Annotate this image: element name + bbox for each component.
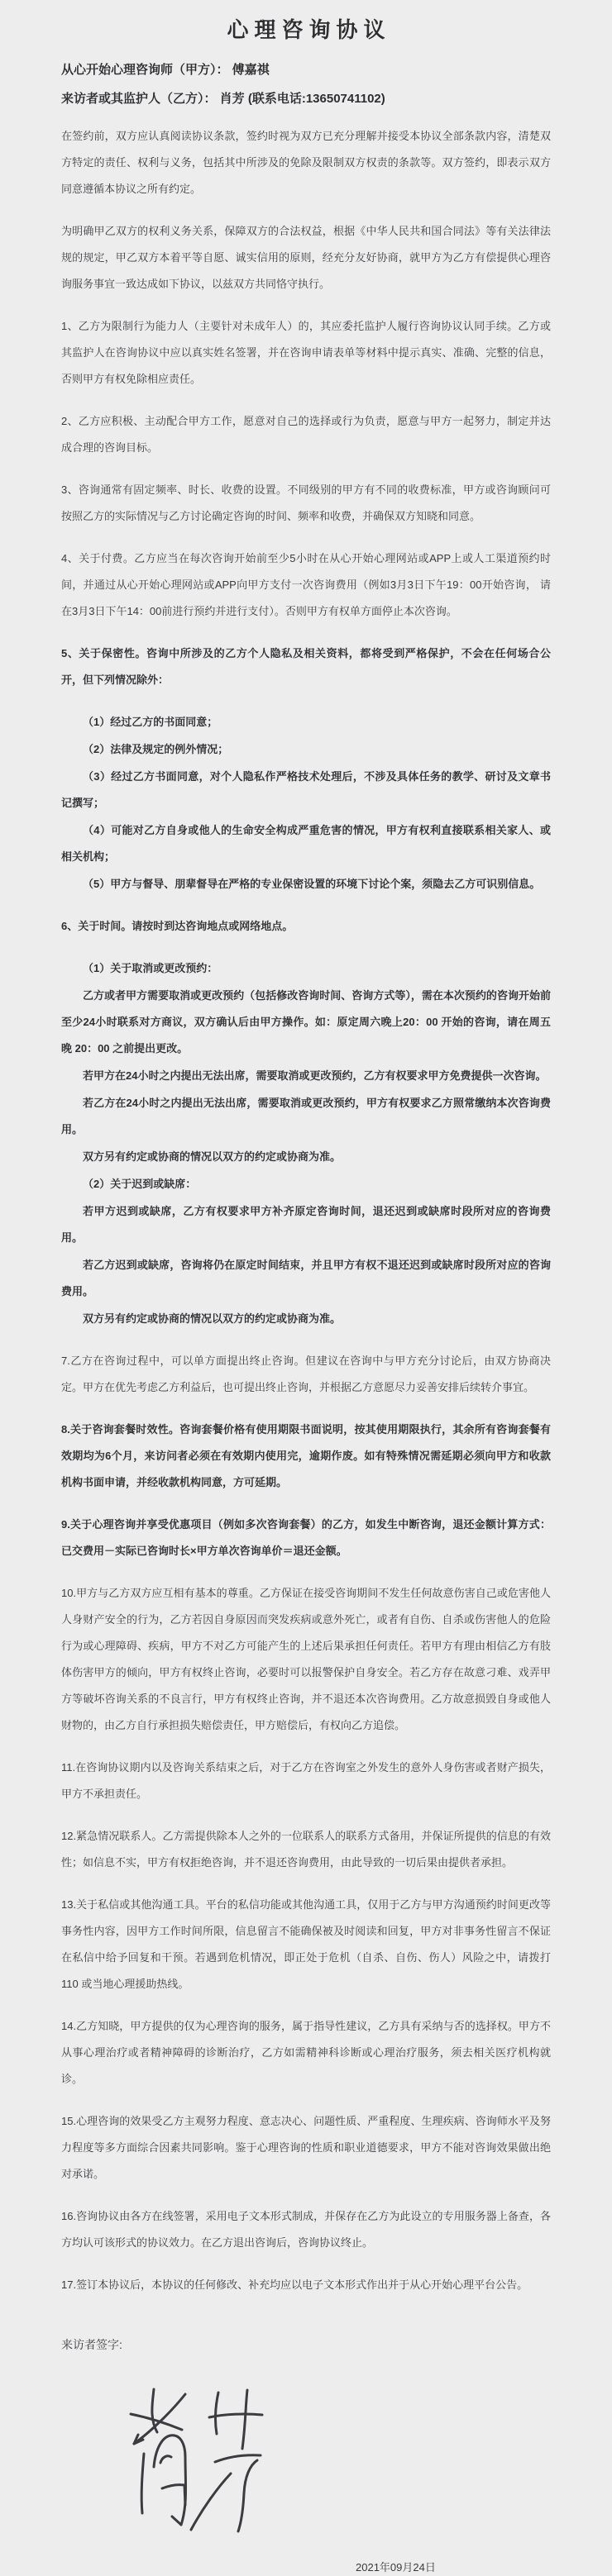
handwritten-signature xyxy=(121,2363,294,2545)
agreement-paragraph: 9.关于心理咨询并享受优惠项目（例如多次咨询套餐）的乙方，如发生中断咨询，退还金额计算方式：已交费用－实际已咨询时长×甲方单次咨询单价＝退还金额。 xyxy=(61,1518,551,1557)
agreement-paragraph: （4）可能对乙方自身或他人的生命安全构成严重危害的情况，甲方有权利直接联系相关家人、或相关机构； xyxy=(61,824,551,863)
agreement-paragraph: （5）甲方与督导、朋辈督导在严格的专业保密设置的环境下讨论个案，须隐去乙方可识别信息。 xyxy=(83,878,541,890)
agreement-paragraph: （1）关于取消或更改预约： xyxy=(83,962,218,974)
paragraph-list xyxy=(61,123,551,2298)
agreement-paragraph: 17.签订本协议后，本协议的任何修改、补充均应以电子文本形式作出并于从心开始心理平台公告。 xyxy=(61,2278,528,2291)
agreement-paragraph: 15.心理咨询的效果受乙方主观努力程度、意志决心、问题性质、严重程度、生理疾病、咨询师水平及努力程度等多方面综合因素共同影响。鉴于心理咨询的性质和职业道德要求，甲方不能对咨询效果做出绝对承诺。 xyxy=(61,2115,551,2180)
agreement-paragraph: 6、关于时间。请按时到达咨询地点或网络地点。 xyxy=(61,920,294,932)
agreement-paragraph: 3、咨询通常有固定频率、时长、收费的设置。不同级别的甲方有不同的收费标准，甲方或咨询顾问可按照乙方的实际情况与乙方讨论确定咨询的时间、频率和收费，并确保双方知晓和同意。 xyxy=(61,483,551,522)
agreement-paragraph: 双方另有约定或协商的情况以双方的约定或协商为准。 xyxy=(83,1150,342,1163)
agreement-paragraph: 若甲方在24小时之内提出无法出席，需要取消或更改预约，乙方有权要求甲方免费提供一次咨询。 xyxy=(83,1069,547,1082)
agreement-paragraph: 8.关于咨询套餐时效性。咨询套餐价格有使用期限书面说明，按其使用期限执行，其余所有咨询套餐有效期均为6个月，来访问者必须在有效期内使用完，逾期作废。如有特殊情况需延期必须向甲方和收款机构书面申请，并经收款机构同意，方可延期。 xyxy=(61,1423,551,1488)
agreement-paragraph: 为明确甲乙双方的权利义务关系，保障双方的合法权益，根据《中华人民共和国合同法》等有关法律法规的规定，甲乙双方本着平等自愿、诚实信用的原则，经充分友好协商，就甲方为乙方有偿提供心理咨询服务事宜一致达成如下协议，以兹双方共同恪守执行。 xyxy=(61,225,551,290)
agreement-paragraph: 若甲方迟到或缺席，乙方有权要求甲方补齐原定咨询时间，退还迟到或缺席时段所对应的咨询费用。 xyxy=(61,1205,551,1244)
agreement-paragraph: 5、关于保密性。咨询中所涉及的乙方个人隐私及相关资料，都将受到严格保护，不会在任何场合公开，但下列情况除外： xyxy=(61,647,551,686)
agreement-paragraph: 2、乙方应积极、主动配合甲方工作，愿意对自己的选择或行为负责，愿意与甲方一起努力，制定并达成合理的咨询目标。 xyxy=(61,415,551,454)
agreement-paragraph: 乙方或者甲方需要取消或更改预约（包括修改咨询时间、咨询方式等），需在本次预约的咨询开始前至少24小时联系对方商议，双方确认后由甲方操作。如：原定周六晚上20：00 开始的咨询，请在周五晚 20：00 之前提出更改。 xyxy=(61,989,551,1055)
agreement-paragraph: 7.乙方在咨询过程中，可以单方面提出终止咨询。但建议在咨询中与甲方充分讨论后，由双方协商决定。甲方在优先考虑乙方利益后，也可提出终止咨询，并根据乙方意愿尽力妥善安排后续转介事宜。 xyxy=(61,1355,551,1393)
agreement-paragraph: 13.关于私信或其他沟通工具。平台的私信功能或其他沟通工具，仅用于乙方与甲方沟通预约时间更改等事务性内容，因甲方工作时间所限，信息留言不能确保被及时阅读和回复，甲方对非事务性留言不保证在私信中给予回复和干预。若遇到危机情况，即正处于危机（自杀、自伤、伤人）风险之中，请拨打 110 或当地心理援助热线。 xyxy=(61,1898,551,1990)
agreement-paragraph: 11.在咨询协议期内以及咨询关系结束之后，对于乙方在咨询室之外发生的意外人身伤害或者财产损失，甲方不承担责任。 xyxy=(61,1761,551,1800)
agreement-paragraph: 14.乙方知晓，甲方提供的仅为心理咨询的服务，属于指导性建议，乙方具有采纳与否的选择权。甲方不从事心理治疗或者精神障碍的诊断治疗，乙方如需精神科诊断或心理治疗服务，须去相关医疗机构就诊。 xyxy=(61,2020,551,2085)
page-title: 心理咨询协议 xyxy=(227,17,391,42)
signing-date: 2021年09月24日 xyxy=(356,2561,436,2574)
agreement-paragraph: 10.甲方与乙方双方应互相有基本的尊重。乙方保证在接受咨询期间不发生任何故意伤害自己或危害他人人身财产安全的行为，乙方若因自身原因而突发疾病或意外死亡，或者有自伤、自杀或伤害他人的危险行为或心理障碍、疾病，甲方不对乙方可能产生的上述后果承担任何责任。若甲方有理由相信乙方有肢体伤害甲方的倾向，甲方有权终止咨询，必要时可以报警保护自身安全。若乙方存在故意刁难、戏弄甲方等破坏咨询关系的不良言行，甲方有权终止咨询，并不退还本次咨询费用。乙方故意损毁自身或他人财物的，由乙方自行承担损失赔偿责任，甲方赔偿后，有权向乙方追偿。 xyxy=(61,1587,551,1731)
agreement-paragraph: 16.咨询协议由各方在线签署，采用电子文本形式制成，并保存在乙方为此设立的专用服务器上备查，各方均认可该形式的协议效力。在乙方退出咨询后，咨询协议终止。 xyxy=(61,2210,551,2249)
party-b-line: 来访者或其监护人（乙方）： 肖芳 (联系电话:13650741102) xyxy=(61,92,385,106)
agreement-paragraph: 4、关于付费。乙方应当在每次咨询开始前至少5小时在从心开始心理网站或APP上或人工渠道预约时间，并通过从心开始心理网站或APP向甲方支付一次咨询费用（例如3月3日下午19：00开始咨询， 请在3月3日下午14：00前进行预约并进行支付）。否则甲方有权单方面停止本次咨询。 xyxy=(61,552,551,617)
agreement-paragraph: 若乙方在24小时之内提出无法出席，需要取消或更改预约，甲方有权要求乙方照常缴纳本次咨询费用。 xyxy=(61,1097,551,1136)
agreement-paragraph: 12.紧急情况联系人。乙方需提供除本人之外的一位联系人的联系方式备用，并保证所提供的信息的有效性；如信息不实，甲方有权拒绝咨询，并不退还咨询费用，由此导致的一切后果由提供者承担。 xyxy=(61,1830,551,1869)
agreement-paragraph: 在签约前，双方应认真阅读协议条款，签约时视为双方已充分理解并接受本协议全部条款内容，清楚双方特定的责任、权利与义务，包括其中所涉及的免除及限制双方权责的条款等。双方签约，即表示双方同意遵循本协议之所有约定。 xyxy=(61,130,551,195)
agreement-paragraph: （1）经过乙方的书面同意； xyxy=(83,716,218,728)
party-a-line: 从心开始心理咨询师（甲方）： 傅嘉祺 xyxy=(61,63,270,77)
agreement-paragraph: 双方另有约定或协商的情况以双方的约定或协商为准。 xyxy=(83,1312,342,1325)
agreement-paragraph: （2）关于迟到或缺席： xyxy=(83,1178,197,1190)
agreement-paragraph: （2）法律及规定的例外情况； xyxy=(83,743,229,755)
agreement-paragraph: 1、乙方为限制行为能力人（主要针对未成年人）的，其应委托监护人履行咨询协议认同手续。乙方或其监护人在咨询协议中应以真实姓名签署，并在咨询申请表单等材料中提示真实、准确、完整的信息，否则甲方有权免除相应责任。 xyxy=(61,320,551,385)
agreement-paragraph: 若乙方迟到或缺席，咨询将仍在原定时间结束，并且甲方有权不退还迟到或缺席时段所对应的咨询费用。 xyxy=(61,1259,551,1298)
visitor-signature-label: 来访者签字: xyxy=(61,2338,122,2351)
agreement-paragraph: （3）经过乙方书面同意，对个人隐私作严格技术处理后，不涉及具体任务的教学、研讨及文章书记撰写； xyxy=(61,770,551,809)
signature-drawing xyxy=(121,2363,294,2545)
